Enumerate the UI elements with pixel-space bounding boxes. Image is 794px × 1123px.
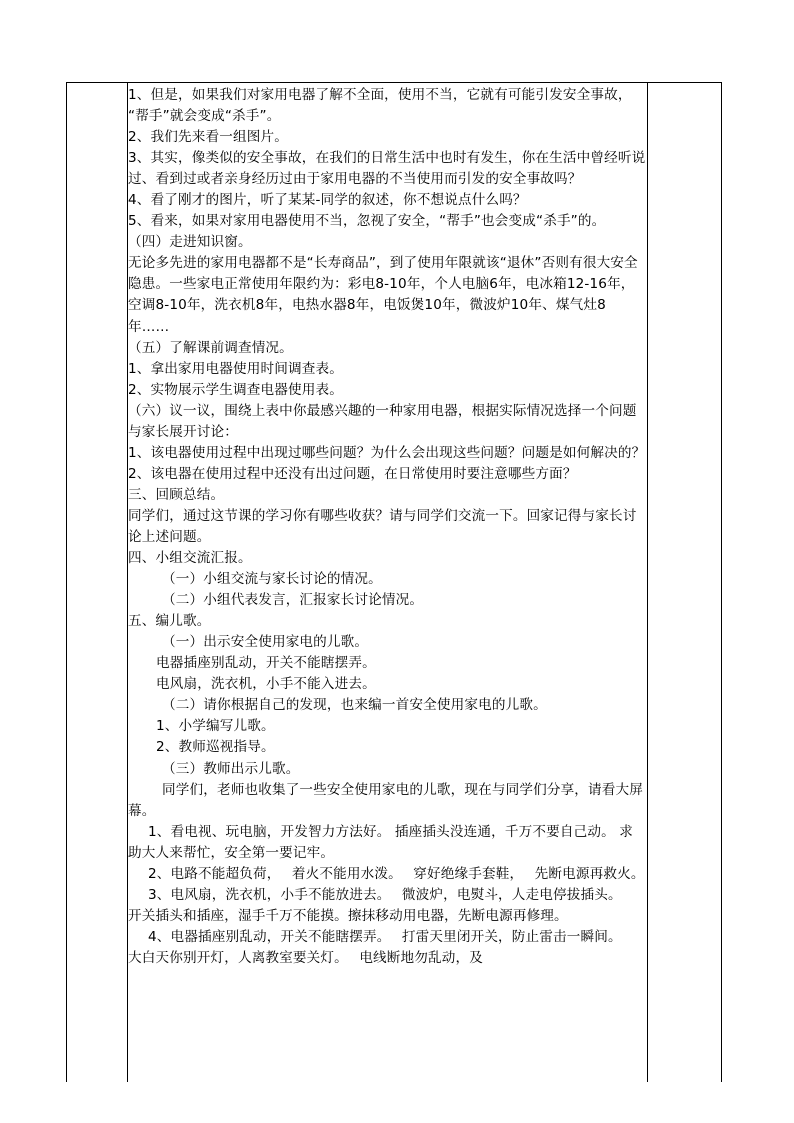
heading-discussion: （六）议一议，围绕上表中你最感兴趣的一种家用电器，根据实际情况选择一个问题与家长展开讨论： [128,402,637,440]
paragraph-look-pictures: 2、我们先来看一组图片。 [128,129,288,146]
heading-review: 三、回顾总结。 [128,486,225,503]
paragraph-appliance-lifespan: 无论多先进的家用电器都不是“长寿商品”，到了使用年限就该“退休”否则有很大安全隐患。一些家电正常使用年限约为：彩电8-10年，个人电脑6年，电冰箱12-16年，空调8-10年，洗衣机8年，电热水器8年，电饭煲10年，微波炉10年、煤气灶8年…… [128,255,638,335]
paragraph-group-report-2: （二）小组代表发言，汇报家长讨论情况。 [162,592,424,609]
paragraph-rhyme-2: 2、电路不能超负荷， 着火不能用水泼。 穿好绝缘手套鞋， 先断电源再救火。 [148,865,645,882]
paragraph-rhyme-line-2: 电风扇，洗衣机，小手不能入进去。 [156,676,376,693]
paragraph-rhyme-4: 4、电器插座别乱动，开关不能瞎摆弄。 打雷天里闭开关，防止雷击一瞬间。 大白天你别开灯，人离教室要关灯。 电线断地勿乱动，及 [128,928,634,966]
heading-nursery-rhyme: 五、编儿歌。 [128,613,211,630]
paragraph-survey-2: 2、实物展示学生调查电器使用表。 [128,381,343,398]
paragraph-group-report-1: （一）小组交流与家长讨论的情况。 [162,571,382,588]
paragraph-discussion-1: 1、该电器使用过程中出现过哪些问题？为什么会出现这些问题？问题是如何解决的？ [128,444,646,461]
paragraph-rhyme-write: 1、小学编写儿歌。 [156,718,275,735]
paragraph-share-rhymes: 同学们，老师也收集了一些安全使用家电的儿歌，现在与同学们分享，请看大屏幕。 [128,781,644,819]
paragraph-rhyme-3: 3、电风扇，洗衣机，小手不能放进去。 微波炉，电熨斗，人走电停拔插头。 开关插头和插座，湿手千万不能摸。擦抹移动用电器，先断电源再修理。 [128,886,634,924]
table-right-column-divider [647,83,648,1082]
lesson-content [128,85,646,969]
paragraph-rhyme-show: （一）出示安全使用家电的儿歌。 [162,634,369,651]
paragraph-teacher-rhyme: （三）教师出示儿歌。 [162,760,300,777]
paragraph-danger-intro: 1、但是，如果我们对家用电器了解不全面，使用不当，它就有可能引发安全事故， “帮手”就会变成“杀手”。 [128,87,643,125]
paragraph-safety-accidents: 3、其实，像类似的安全事故，在我们的日常生活中也时有发生，你在生活中曾经听说过、看到过或者亲身经历过由于家用电器的不当使用而引发的安全事故吗？ [128,150,646,188]
paragraph-rhyme-create: （二）请你根据自己的发现，也来编一首安全使用家电的儿歌。 [162,697,547,714]
paragraph-discussion-2: 2、该电器在使用过程中还没有出过问题，在日常使用时要注意哪些方面？ [128,465,577,482]
paragraph-rhyme-guide: 2、教师巡视指导。 [156,739,275,756]
paragraph-rhyme-1: 1、看电视、玩电脑，开发智力方法好。 插座插头没连通，千万不要自己动。 求助大人来帮忙，安全第一要记牢。 [128,823,634,861]
paragraph-after-pictures: 4、看了刚才的图片，听了某某-同学的叙述，你不想说点什么吗？ [128,192,527,209]
paragraph-rhyme-line-1: 电器插座别乱动，开关不能瞎摆弄。 [156,655,376,672]
heading-group-report: 四、小组交流汇报。 [128,550,252,567]
heading-survey: （五）了解课前调查情况。 [128,339,293,356]
heading-knowledge-window: （四）走进知识窗。 [128,234,252,251]
paragraph-helper-becomes-killer: 5、看来，如果对家用电器使用不当，忽视了安全，“帮手”也会变成“杀手”的。 [128,213,606,230]
paragraph-survey-1: 1、拿出家用电器使用时间调查表。 [128,360,343,377]
paragraph-review: 同学们，通过这节课的学习你有哪些收获？请与同学们交流一下。回家记得与家长讨论上述问题。 [128,507,637,545]
